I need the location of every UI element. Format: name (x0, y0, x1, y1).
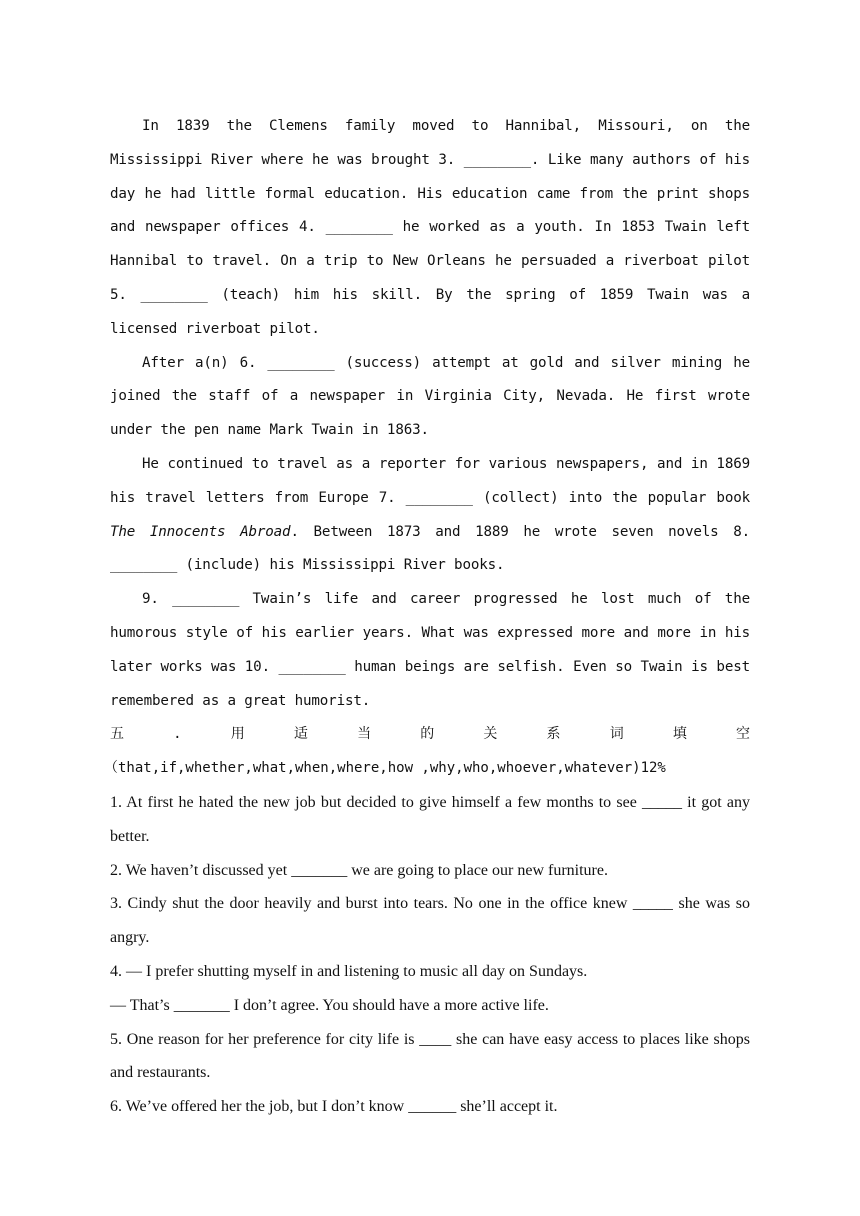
heading-char: 五 (110, 726, 124, 743)
passage-paragraph-1: In 1839 the Clemens family moved to Hannibal, Missouri, on the Mississippi River where he was brought 3. ________. Like many authors of his day he had little formal education. His education came from the print shops and newspaper offices 4. ________ he worked as a youth. In 1853 Twain left Hannibal to travel. On a trip to New Orleans he persuaded a riverboat pilot 5. ________ (teach) him his skill. By the spring of 1859 Twain was a licensed riverboat pilot. (110, 118, 750, 337)
heading-char: 系 (546, 726, 561, 743)
passage-paragraph-4: 9. ________ Twain’s life and career progressed he lost much of the humorous style of his earlier years. What was expressed more and more in his later works was 10. ________ human beings are selfish. Even so Twain is best remembered as a great humorist. (110, 591, 750, 709)
heading-char: . (173, 726, 182, 743)
question-list (110, 786, 750, 1124)
passage-paragraph-3 (110, 448, 750, 583)
heading-char: 当 (357, 726, 372, 743)
section-five-title (110, 718, 750, 752)
question-item: 2. We haven’t discussed yet _______ we are going to place our new furniture. (110, 861, 608, 879)
question-item: 4. — I prefer shutting myself in and listening to music all day on Sundays. (110, 962, 588, 980)
question-item: 6. We’ve offered her the job, but I don’t know ______ she’ll accept it. (110, 1098, 558, 1116)
heading-char: 用 (230, 726, 245, 743)
passage-paragraph-2: After a(n) 6. ________ (success) attempt at gold and silver mining he joined the staff of a newspaper in Virginia City, Nevada. He first wrote under the pen name Mark Twain in 1863. (110, 354, 750, 439)
section-five-word-list: （that,if,whether,what,when,where,how ,why,who,whoever,whatever)12% (104, 760, 666, 777)
question-item: — That’s _______ I don’t agree. You should have a more active life. (110, 996, 549, 1014)
passage-paragraph-3-text-b: . Between 1873 and 1889 he wrote seven novels 8. ________ (include) his Mississippi River books. (110, 523, 750, 574)
section-five-heading (104, 718, 750, 786)
heading-char: 关 (483, 726, 498, 743)
heading-char: 词 (609, 726, 624, 743)
question-item: 1. At first he hated the new job but decided to give himself a few months to see _____ it got any better. (110, 793, 750, 845)
question-item: 5. One reason for her preference for city life is ____ she can have easy access to places like shops and restaurants. (110, 1030, 750, 1082)
heading-char: 空 (736, 726, 750, 743)
book-title: The Innocents Abroad (110, 523, 291, 540)
document-page (104, 110, 750, 1124)
passage-paragraph-3-text-a: He continued to travel as a reporter for various newspapers, and in 1869 his travel letters from Europe 7. ________ (collect) into the popular book (110, 455, 750, 506)
reading-passage (110, 110, 750, 718)
heading-char: 填 (672, 726, 687, 743)
heading-char: 适 (293, 726, 308, 743)
question-item: 3. Cindy shut the door heavily and burst into tears. No one in the office knew _____ she was so angry. (110, 895, 750, 947)
heading-char: 的 (420, 726, 435, 743)
